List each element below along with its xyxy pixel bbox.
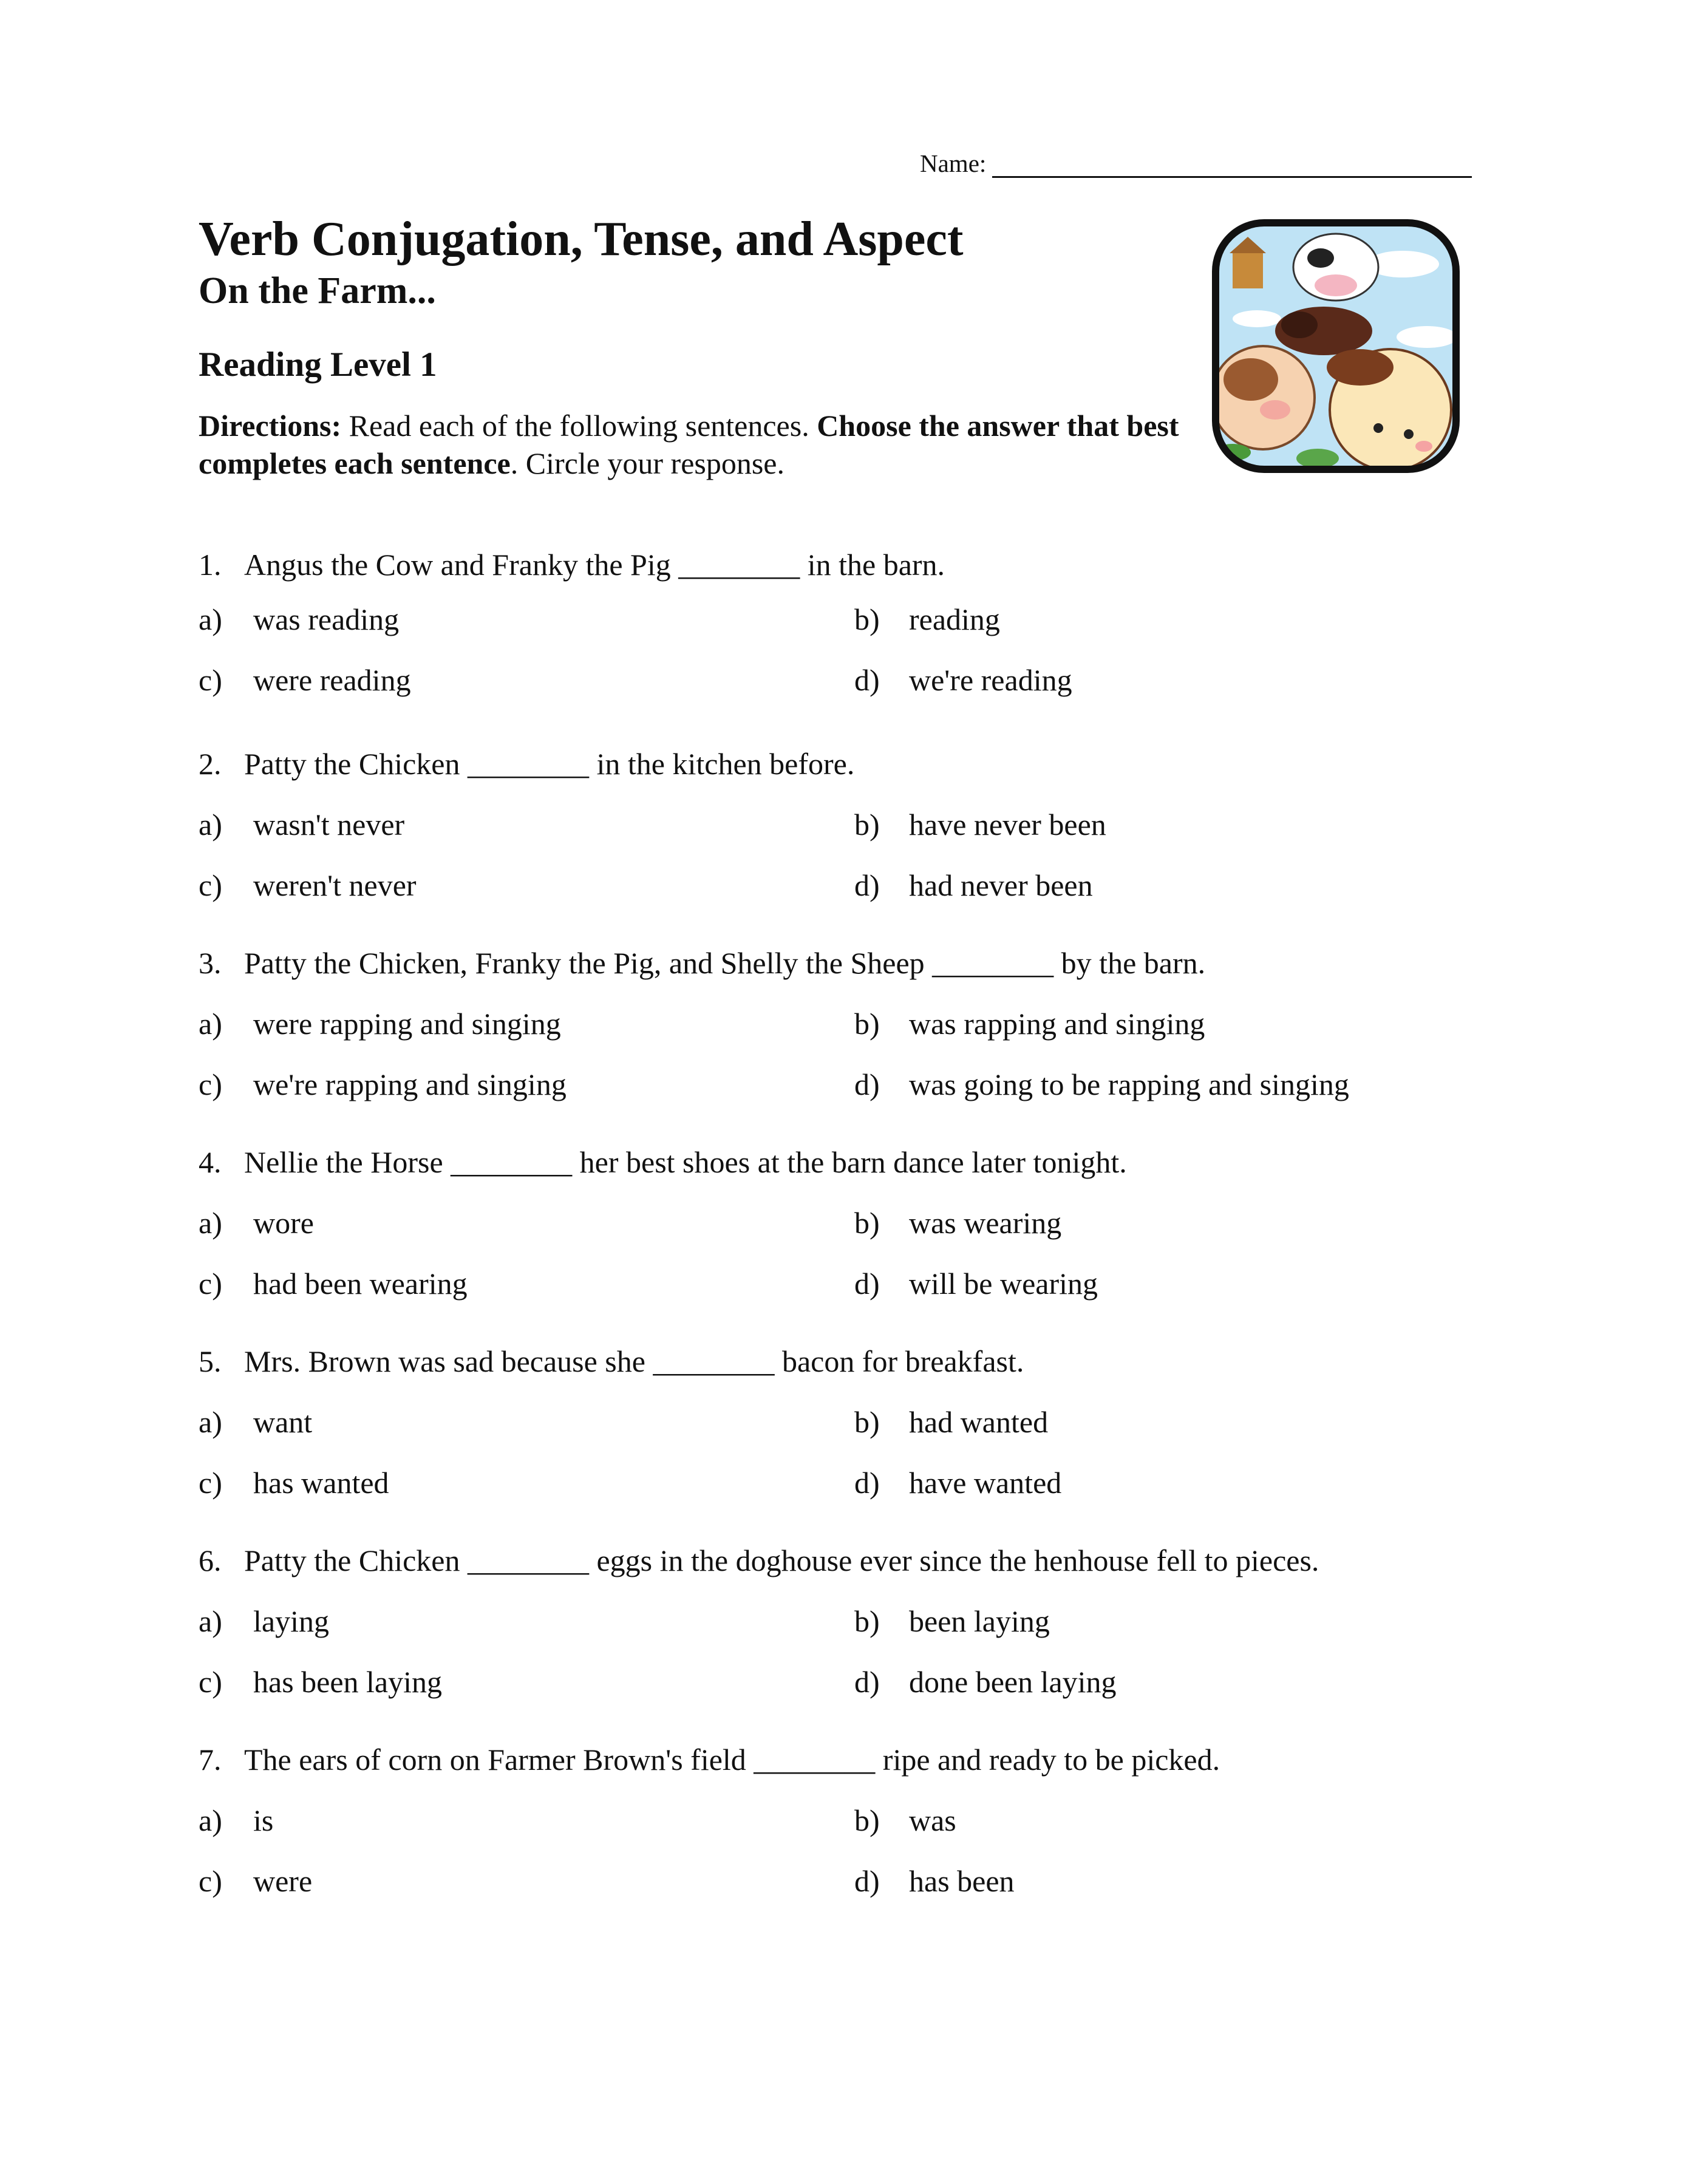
- reading-level: Reading Level 1: [199, 345, 437, 384]
- answer-option-d[interactable]: [854, 1066, 1349, 1103]
- answer-option-c[interactable]: [199, 662, 411, 698]
- option-letter: c): [199, 1466, 222, 1500]
- option-text: was rapping and singing: [909, 1007, 1205, 1041]
- answer-option-a[interactable]: [199, 1005, 561, 1042]
- option-text: have never been: [909, 808, 1106, 842]
- answer-option-c[interactable]: [199, 1066, 567, 1103]
- directions-label: Directions:: [199, 409, 342, 443]
- option-letter: c): [199, 1864, 222, 1898]
- option-text: were reading: [253, 663, 411, 697]
- question-text: Patty the Chicken ________ in the kitchen before.: [244, 747, 855, 781]
- option-text: had never been: [909, 868, 1093, 902]
- answer-option-d[interactable]: [854, 662, 1072, 698]
- question-text: Patty the Chicken ________ eggs in the doghouse ever since the henhouse fell to pieces.: [244, 1543, 1319, 1577]
- option-text: has wanted: [253, 1466, 389, 1500]
- option-letter: d): [854, 868, 880, 902]
- question-number: 5.: [199, 1344, 222, 1378]
- option-letter: b): [854, 1405, 880, 1439]
- option-letter: b): [854, 602, 880, 636]
- answer-option-d[interactable]: [854, 1265, 1098, 1302]
- option-letter: d): [854, 1864, 880, 1898]
- question-5: [199, 1343, 1504, 1542]
- name-blank-line[interactable]: [992, 149, 1472, 178]
- option-letter: b): [854, 1604, 880, 1638]
- name-field[interactable]: [920, 149, 1472, 178]
- name-label: Name:: [920, 149, 987, 177]
- question-text: Angus the Cow and Franky the Pig ________ in the barn.: [244, 548, 945, 582]
- question-number: 6.: [199, 1543, 222, 1577]
- question-7: [199, 1741, 1504, 1941]
- question-1: [199, 546, 1504, 746]
- option-text: wasn't never: [253, 808, 405, 842]
- option-letter: b): [854, 1803, 880, 1837]
- worksheet-title: Verb Conjugation, Tense, and Aspect: [199, 213, 964, 266]
- option-text: done been laying: [909, 1665, 1117, 1699]
- option-text: were: [253, 1864, 313, 1898]
- answer-option-d[interactable]: [854, 1863, 1015, 1899]
- answer-option-b[interactable]: [854, 1005, 1205, 1042]
- question-6: [199, 1542, 1504, 1741]
- answer-option-a[interactable]: [199, 601, 399, 638]
- option-letter: b): [854, 808, 880, 842]
- option-text: was: [909, 1803, 956, 1837]
- question-stem: [199, 1741, 1504, 1778]
- option-text: reading: [909, 602, 1000, 636]
- answer-option-b[interactable]: [854, 1802, 956, 1839]
- question-number: 2.: [199, 747, 222, 781]
- option-letter: a): [199, 1604, 222, 1638]
- directions-bold: Choose the answer that best completes each sentence: [199, 409, 1179, 480]
- answer-option-a[interactable]: [199, 1603, 329, 1639]
- question-text: Mrs. Brown was sad because she ________ bacon for breakfast.: [244, 1344, 1024, 1378]
- question-stem: [199, 1542, 1504, 1579]
- option-text: weren't never: [253, 868, 417, 902]
- answer-option-b[interactable]: [854, 1404, 1048, 1440]
- option-text: we're rapping and singing: [253, 1067, 567, 1101]
- directions-text-1: Read each of the following sentences.: [341, 409, 817, 443]
- option-text: was going to be rapping and singing: [909, 1067, 1349, 1101]
- questions-list: [199, 546, 1504, 1941]
- option-letter: b): [854, 1206, 880, 1240]
- answer-option-a[interactable]: [199, 1404, 312, 1440]
- option-letter: c): [199, 868, 222, 902]
- answer-option-c[interactable]: [199, 1265, 468, 1302]
- option-letter: a): [199, 1405, 222, 1439]
- question-text: Patty the Chicken, Franky the Pig, and Shelly the Sheep ________ by the barn.: [244, 946, 1206, 980]
- option-letter: a): [199, 1007, 222, 1041]
- option-text: wore: [253, 1206, 314, 1240]
- answer-option-d[interactable]: [854, 1465, 1061, 1501]
- option-letter: a): [199, 602, 222, 636]
- answer-option-c[interactable]: [199, 867, 417, 903]
- question-stem: [199, 1343, 1504, 1379]
- question-number: 3.: [199, 946, 222, 980]
- option-letter: c): [199, 1067, 222, 1101]
- answer-option-a[interactable]: [199, 1802, 273, 1839]
- option-letter: b): [854, 1007, 880, 1041]
- answer-option-c[interactable]: [199, 1863, 312, 1899]
- answer-option-b[interactable]: [854, 806, 1106, 843]
- option-letter: c): [199, 1665, 222, 1699]
- worksheet-subtitle: On the Farm...: [199, 270, 436, 311]
- option-letter: d): [854, 1267, 880, 1301]
- option-letter: c): [199, 1267, 222, 1301]
- option-letter: d): [854, 1067, 880, 1101]
- answer-option-d[interactable]: [854, 867, 1093, 903]
- question-number: 1.: [199, 548, 222, 582]
- question-number: 4.: [199, 1145, 222, 1179]
- option-letter: a): [199, 1206, 222, 1240]
- option-text: had wanted: [909, 1405, 1049, 1439]
- answer-option-a[interactable]: [199, 1205, 314, 1241]
- question-stem: [199, 945, 1504, 981]
- option-letter: a): [199, 808, 222, 842]
- option-text: was reading: [253, 602, 400, 636]
- option-letter: c): [199, 663, 222, 697]
- option-letter: a): [199, 1803, 222, 1837]
- option-text: laying: [253, 1604, 329, 1638]
- question-number: 7.: [199, 1743, 222, 1777]
- answer-option-d[interactable]: [854, 1664, 1117, 1700]
- option-letter: d): [854, 663, 880, 697]
- option-text: will be wearing: [909, 1267, 1098, 1301]
- option-text: been laying: [909, 1604, 1050, 1638]
- question-text: The ears of corn on Farmer Brown's field ________ ripe and ready to be picked.: [244, 1743, 1220, 1777]
- answer-option-a[interactable]: [199, 806, 404, 843]
- option-text: we're reading: [909, 663, 1072, 697]
- option-letter: d): [854, 1466, 880, 1500]
- question-stem: [199, 746, 1504, 782]
- option-text: has been: [909, 1864, 1015, 1898]
- answer-option-c[interactable]: [199, 1465, 389, 1501]
- option-letter: d): [854, 1665, 880, 1699]
- option-text: want: [253, 1405, 313, 1439]
- option-text: were rapping and singing: [253, 1007, 561, 1041]
- option-text: had been wearing: [253, 1267, 468, 1301]
- answer-option-b[interactable]: [854, 601, 1000, 638]
- question-stem: [199, 546, 1504, 583]
- option-text: have wanted: [909, 1466, 1062, 1500]
- question-3: [199, 945, 1504, 1144]
- question-4: [199, 1144, 1504, 1343]
- farm-animals-illustration: [1208, 216, 1463, 477]
- answer-option-b[interactable]: [854, 1205, 1061, 1241]
- question-2: [199, 746, 1504, 945]
- option-text: was wearing: [909, 1206, 1062, 1240]
- answer-option-b[interactable]: [854, 1603, 1050, 1639]
- answer-option-c[interactable]: [199, 1664, 442, 1700]
- directions: [199, 407, 1182, 482]
- option-text: is: [253, 1803, 274, 1837]
- option-text: has been laying: [253, 1665, 443, 1699]
- question-text: Nellie the Horse ________ her best shoes at the barn dance later tonight.: [244, 1145, 1127, 1179]
- directions-text-2: . Circle your response.: [510, 446, 785, 480]
- question-stem: [199, 1144, 1504, 1180]
